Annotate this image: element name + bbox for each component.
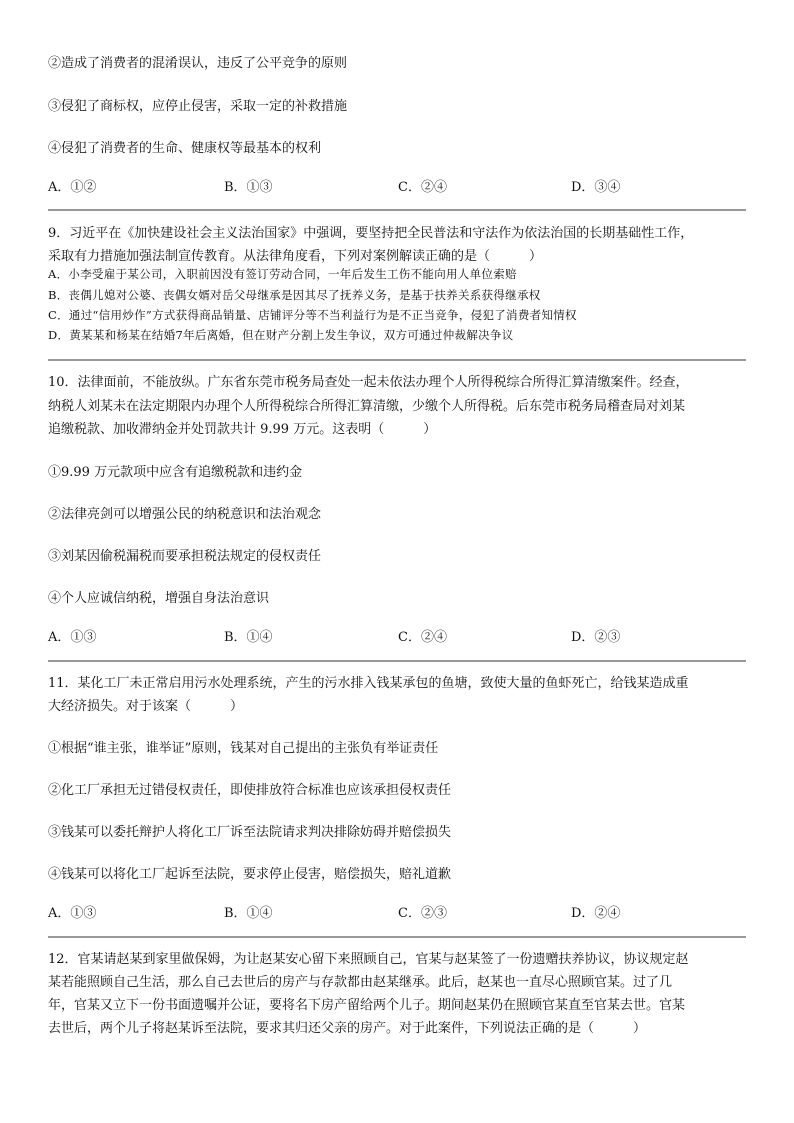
q8-choice-d[interactable]: D．③④: [571, 180, 621, 195]
q9-option-a[interactable]: A．小李受雇于某公司，入职前因没有签订劳动合同，一年后发生工伤不能向用人单位索赔: [48, 267, 517, 281]
q11-item-1: ①根据“谁主张，谁举证”原则，钱某对自己提出的主张负有举证责任: [48, 741, 439, 756]
q11-item-3: ③钱某可以委托辩护人将化工厂诉至法院请求判决排除妨碍并赔偿损失: [48, 825, 452, 840]
q10-item-4: ④个人应诚信纳税，增强自身法治意识: [48, 591, 270, 606]
q10-choice-a[interactable]: A．①③: [48, 630, 97, 645]
q11-item-4: ④钱某可以将化工厂起诉至法院，要求停止侵害，赔偿损失，赔礼道歉: [48, 867, 452, 882]
divider: [48, 936, 746, 938]
q9-option-c[interactable]: C．通过“信用炒作”方式获得商品销量、店铺评分等不当利益行为是不正当竞争，侵犯了消费者知情权: [48, 308, 577, 322]
q8-choice-b[interactable]: B．①③: [224, 180, 273, 195]
q10-stem-line-1: 10．法律面前，不能放纵。广东省东莞市税务局查处一起未依法办理个人所得税综合所得汇算清缴案件。经查，: [48, 375, 689, 390]
q11-choice-d[interactable]: D．②④: [571, 906, 621, 921]
q10-choices: [48, 626, 748, 644]
q11-item-2: ②化工厂承担无过错侵权责任，即使排放符合标准也应该承担侵权责任: [48, 783, 452, 798]
q10-stem-line-3: 追缴税款、加收滞纳金并处罚款共计 9.99 万元。这表明（ ）: [48, 422, 437, 437]
divider: [48, 209, 746, 211]
q10-item-3: ③刘某因偷税漏税而要承担税法规定的侵权责任: [48, 549, 322, 564]
divider: [48, 660, 746, 662]
q10-choice-d[interactable]: D．②③: [571, 630, 621, 645]
divider: [48, 359, 746, 361]
q12-stem-line-3: 年，官某又立下一份书面遗嘱并公证，要将名下房产留给两个儿子。期间赵某仍在照顾官某直至官某去世。官某: [48, 998, 686, 1013]
q10-choice-b[interactable]: B．①④: [224, 630, 273, 645]
q12-stem-line-4: 去世后，两个儿子将赵某诉至法院，要求其归还父亲的房产。对于此案件，下列说法正确的是（ ）: [48, 1021, 647, 1036]
q11-stem-line-2: 大经济损失。对于该案（ ）: [48, 699, 244, 714]
q10-choice-c[interactable]: C．②④: [398, 630, 447, 645]
q11-stem-line-1: 11．某化工厂未正常启用污水处理系统，产生的污水排入钱某承包的鱼塘，致使大量的鱼虾死亡，给钱某造成重: [48, 676, 689, 691]
q11-choice-b[interactable]: B．①④: [224, 906, 273, 921]
q8-choice-a[interactable]: A．①②: [48, 180, 97, 195]
q11-choice-a[interactable]: A．①③: [48, 906, 97, 921]
q8-item-2: ②造成了消费者的混淆误认，违反了公平竞争的原则: [48, 56, 348, 71]
q12-stem-line-1: 12．官某请赵某到家里做保姆，为让赵某安心留下来照顾自己，官某与赵某签了一份遗赠扶养协议，协议规定赵: [48, 952, 689, 967]
q10-item-1: ①9.99 万元款项中应含有追缴税款和违约金: [48, 465, 303, 480]
q9-stem-line-1: 9．习近平在《加快建设社会主义法治国家》中强调，要坚持把全民普法和守法作为依法治国的长期基础性工作，: [48, 226, 694, 241]
q12-stem-line-2: 某若能照顾自己生活，那么自己去世后的房产与存款都由赵某继承。此后，赵某也一直尽心照顾官某。过了几: [48, 975, 673, 990]
q10-stem-line-2: 纳税人刘某未在法定期限内办理个人所得税综合所得汇算清缴，少缴个人所得税。后东莞市税务局稽查局对刘某: [48, 399, 686, 414]
q8-choice-c[interactable]: C．②④: [398, 180, 447, 195]
q9-option-d[interactable]: D．黄某某和杨某在结婚7年后离婚，但在财产分割上发生争议，双方可通过仲裁解决争议: [48, 328, 514, 342]
q10-item-2: ②法律亮剑可以增强公民的纳税意识和法治观念: [48, 507, 322, 522]
q9-stem-line-2: 采取有力措施加强法制宣传教育。从法律角度看，下列对案例解读正确的是（ ）: [48, 249, 543, 264]
q9-option-b[interactable]: B．丧偶儿媳对公婆、丧偶女婿对岳父母继承是因其尽了抚养义务，是基于扶养关系获得继承权: [48, 288, 541, 302]
q8-choices: [48, 176, 748, 194]
q11-choices: [48, 902, 748, 920]
q11-choice-c[interactable]: C．②③: [398, 906, 447, 921]
q8-item-4: ④侵犯了消费者的生命、健康权等最基本的权利: [48, 141, 322, 156]
q8-item-3: ③侵犯了商标权，应停止侵害，采取一定的补救措施: [48, 99, 348, 114]
